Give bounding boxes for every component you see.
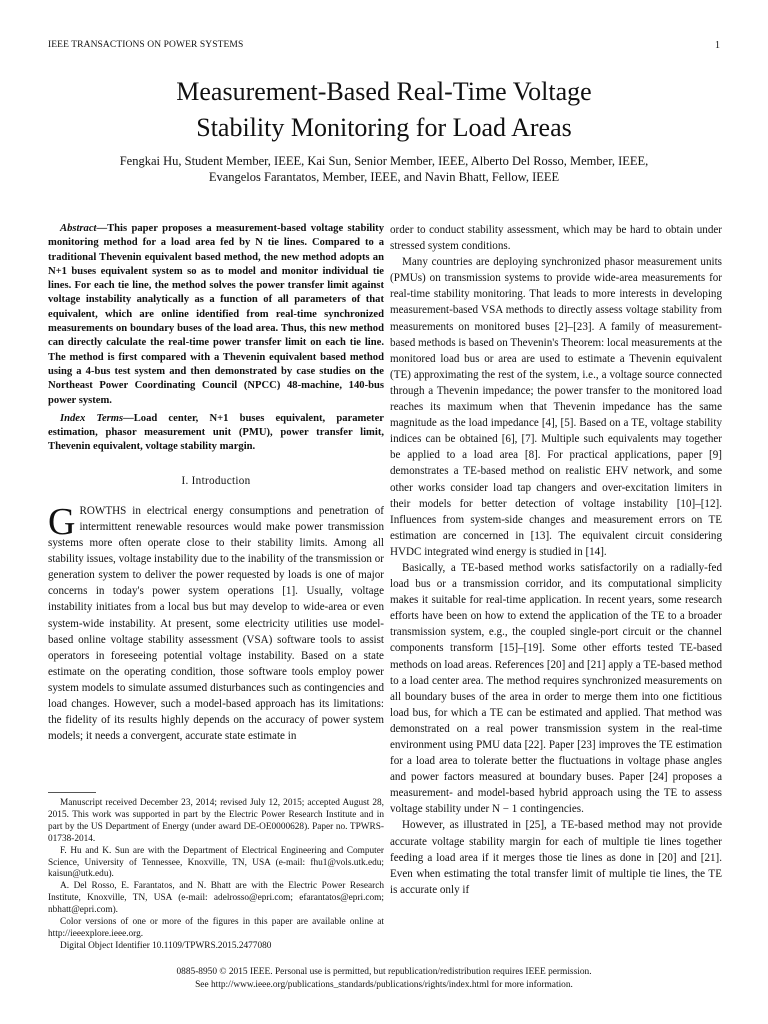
index-terms-text: —Load center, N+1 buses equivalent, parameter estimation, phasor measurement unit (PMU), power transfer limit, Thevenin equivalent, voltage stability margin. (48, 412, 384, 453)
footnote-affiliation-1: F. Hu and K. Sun are with the Department of Electrical Engineering and Computer Science, University of Tennessee, Knoxville, TN, USA (e-mail: fhu1@vols.utk.edu; kaisun@utk.edu). (48, 845, 384, 880)
journal-name: IEEE TRANSACTIONS ON POWER SYSTEMS (48, 40, 244, 50)
intro-paragraph-1-text: ROWTHS in electrical energy consumptions and penetration of intermittent renewable resources would make power transmission systems more often operate close to their stability limits. Among all stability issues, voltage instability due to the inability of the transmission or generation system to deliver the power requested by loads is one of major concerns in today's power system operations [1]. Usually, voltage instability initiates from a local bus but may develop to wide-area or even system-wide instability. At present, some electricity utilities use model-based online voltage stability assessment (VSA) software tools to assist operators in foreseeing potential voltage instability. Based on a state estimate on the operating condition, those software tools employ power system models to simulate assumed disturbances such as contingencies and load changes. However, such a model-based approach has its limitations: the fidelity of its results highly depends on the accuracy of power system models; it needs a convergent, accurate state estimate in (48, 504, 384, 743)
copyright-line-2: See http://www.ieee.org/publications_standards/publications/rights/index.html for more information. (195, 980, 573, 990)
right-column (390, 222, 722, 898)
right-paragraph-2: Basically, a TE-based method works satisfactorily on a radially-fed load bus or a transmission corridor, and its computational simplicity makes it suitable for real-time application. In recent years, some research efforts have been on how to extend the application of the TE to a broader transmission system, e.g., the coupled single-port circuit or the channel components transform [15]–[19]. Some other efforts tested TE-based methods on load areas. References [20] and [21] apply a TE-based method to a load center area. The method requires synchronized measurements on all boundary buses of the area in order to merge them into one fictitious load bus, for which a TE can be estimated and applied. That method was demonstrated on a real power transmission system in the real-time environment using PMU data [22]. Paper [23] improves the TE estimation for a load area to tolerate better the fluctuations in voltage phase angles and power factors measured at boundary buses. Paper [24] proposes a measurement- and model-based hybrid approach using the TE to assess voltage stability under N − 1 contingencies. (390, 561, 722, 816)
copyright-notice (0, 966, 768, 992)
title-line-2: Stability Monitoring for Load Areas (196, 113, 572, 142)
intro-paragraph-1 (48, 500, 384, 744)
index-terms (48, 412, 384, 455)
footnotes (48, 798, 384, 953)
title-line-1: Measurement-Based Real-Time Voltage (176, 77, 592, 106)
drop-cap: G (48, 500, 76, 543)
footnote-doi: Digital Object Identifier 10.1109/TPWRS.2015.2477080 (60, 940, 272, 951)
page-number: 1 (715, 40, 720, 51)
index-terms-label: Index Terms (60, 412, 124, 424)
abstract (48, 222, 384, 408)
authors-line-1: Fengkai Hu, Student Member, IEEE, Kai Sun, Senior Member, IEEE, Alberto Del Rosso, Member, IEEE, (119, 154, 649, 168)
copyright-line-1: 0885-8950 © 2015 IEEE. Personal use is permitted, but republication/redistribution requires IEEE permission. (176, 967, 592, 977)
paper-title (0, 74, 768, 146)
right-paragraph-1: Many countries are deploying synchronized phasor measurement units (PMUs) on transmission systems to provide wide-area measurements for real-time stability monitoring. That leads to more interests in developing measurement-based VSA methods to directly assess voltage stability from measurements on monitored buses [2]–[23]. A family of measurement-based methods is based on Thevenin's Theorem: local measurements at the monitored load bus or area are used to estimate a Thevenin equivalent (TE) approximating the rest of the system, i.e., a voltage source connected through a Thevenin impedance; the power transfer to the monitored load reaches its maximum when that Thevenin impedance has the same magnitude as the load impedance [4], [5]. Based on a TE, voltage stability indices can be obtained [6], [7]. Multiple such equivalents may together be applied to a load area [8]. For practical applications, paper [9] demonstrates a TE-based method on realistic EHV network, and some other works consider load tap changers and over-excitation limiters in their models for better detection of voltage instability [10]–[12]. Influences from system-side changes and measurement errors on TE estimation are concerned in [13]. The equivalent circuit considering HVDC integrated wind energy is studied in [14]. (390, 256, 722, 558)
abstract-label: Abstract (60, 223, 97, 234)
footnote-manuscript: Manuscript received December 23, 2014; revised July 12, 2015; accepted August 28, 2015. This work was supported in part by the Electric Power Research Institute and in part by the US Department of Energy (under award DE-OE0000628). Paper no. TPWRS-01738-2014. (48, 798, 384, 844)
right-paragraph-3: However, as illustrated in [25], a TE-based method may not provide accurate voltage stability margin for each of multiple tie lines together feeding a load area if it merges those tie lines as done in [20] and [21]. Even when estimating the total transfer limit of multiple tie lines, the TE is accurate only if (390, 819, 722, 896)
left-column (48, 222, 384, 744)
footnote-affiliation-2: A. Del Rosso, E. Farantatos, and N. Bhatt are with the Electric Power Research Institute, Knoxville, TN, USA (e-mail: adelrosso@epri.com; efarantatos@epri.com; nbhatt@epri.com). (48, 881, 384, 916)
section-heading-introduction: I. Introduction (181, 474, 251, 487)
right-paragraph-0: order to conduct stability assessment, which may be hard to obtain under stressed system conditions. (390, 224, 722, 253)
footnote-color-figures: Color versions of one or more of the figures in this paper are available online at http://ieeexplore.ieee.org. (48, 917, 384, 939)
footnote-divider (48, 792, 96, 793)
abstract-text: —This paper proposes a measurement-based voltage stability monitoring method for a load area fed by N tie lines. Compared to a traditional Thevenin equivalent based method, the new method adopts an N+1 buses equivalent system so as to model and monitor individual tie lines. For each tie line, the method solves the power transfer limit against voltage instability analytically as a function of all parameters of that equivalent, which are online identified from real-time synchronized measurements on boundary buses of the load area. Thus, this new method can directly calculate the real-time power transfer limit on each tie line. The method is first compared with a Thevenin equivalent based method using a 4-bus test system and then demonstrated by case studies on the Northeast Power Coordinating Council (NPCC) 48-machine, 140-bus power system. (48, 223, 384, 406)
authors-line-2: Evangelos Farantatos, Member, IEEE, and Navin Bhatt, Fellow, IEEE (208, 170, 560, 184)
author-list (0, 153, 768, 185)
